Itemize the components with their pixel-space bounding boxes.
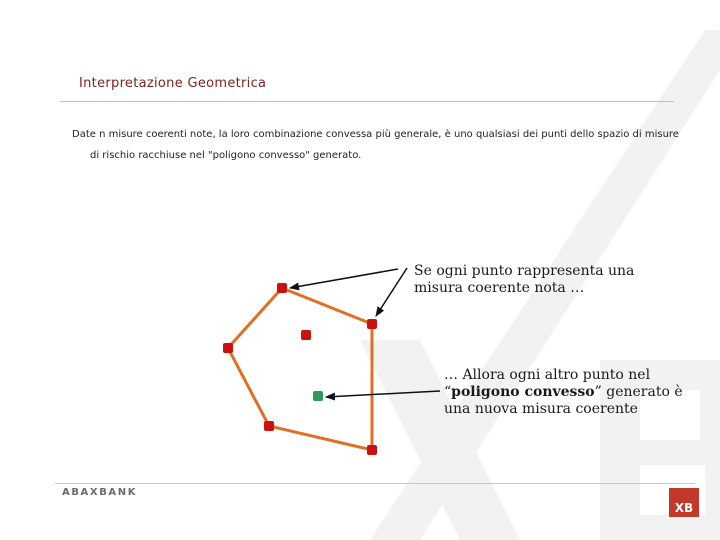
known-point	[277, 283, 287, 293]
arrow-to-new-point	[326, 391, 440, 397]
known-point-interior	[301, 330, 311, 340]
xb-badge-logo: XB	[669, 488, 699, 517]
new-point	[313, 391, 323, 401]
callout-known-measures: Se ogni punto rappresenta una misura coerente nota …	[414, 263, 635, 296]
known-point	[264, 421, 274, 431]
known-point	[367, 445, 377, 455]
footer-divider	[55, 483, 695, 484]
slide-title: Interpretazione Geometrica	[79, 76, 267, 91]
abaxbank-logo: ABAXBANK	[62, 487, 138, 498]
callout-new-measure-prefix: … Allora ogni altro punto nel “	[444, 367, 651, 400]
callout-new-measure-suffix: ” generato è una nuova misura coerente	[444, 384, 683, 417]
polygon-edges	[228, 288, 372, 450]
arrow-to-top-point	[290, 269, 398, 288]
slide-body-text: Date n misure coerenti note, la loro combinazione convessa più generale, è uno qualsiasi dei punti dello spazio di misure di rischio racchiuse nel "poligono convesso" generato.	[72, 129, 679, 161]
callout-new-measure	[444, 367, 704, 418]
known-point	[367, 319, 377, 329]
callout-new-measure-bold: poligono convesso	[451, 384, 595, 400]
arrow-to-right-point	[376, 268, 407, 316]
known-point	[223, 343, 233, 353]
